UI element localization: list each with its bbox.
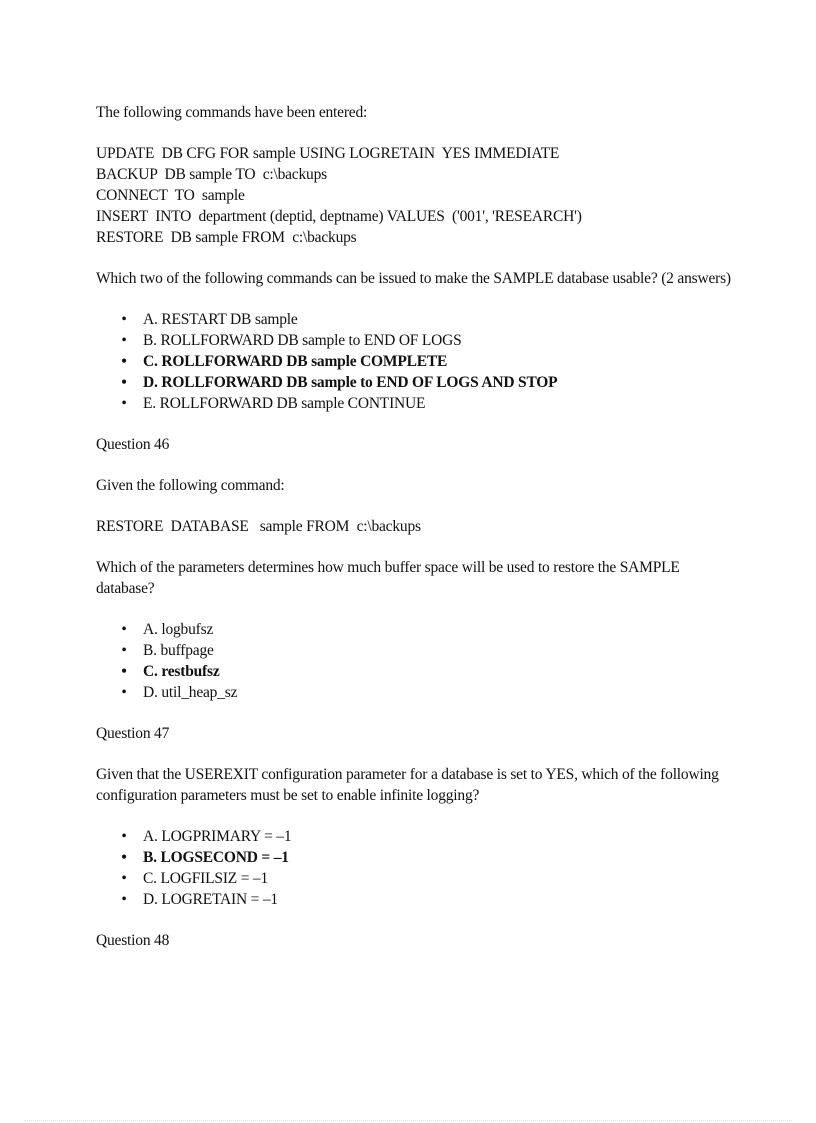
answer-option (118, 682, 736, 703)
question-text: Which of the parameters determines how much buffer space will be used to restore the SAMPLE database? (96, 559, 680, 597)
option-text: C. restbufsz (143, 663, 220, 680)
commands-intro: The following commands have been entered: (96, 104, 368, 121)
bullet-icon: • (121, 621, 127, 638)
command-line: CONNECT TO sample (96, 187, 245, 204)
option-text: B. ROLLFORWARD DB sample to END OF LOGS (143, 332, 462, 349)
bullet-icon: • (121, 870, 127, 887)
answer-option (118, 868, 736, 889)
bullet-icon: • (121, 663, 127, 680)
command-list (96, 516, 736, 537)
answer-options (96, 309, 736, 414)
document-content (96, 102, 736, 971)
option-text: D. ROLLFORWARD DB sample to END OF LOGS AND STOP (143, 374, 558, 391)
command-line: RESTORE DB sample FROM c:\backups (96, 229, 357, 246)
bullet-icon: • (121, 849, 127, 866)
question-heading: Question 46 (96, 436, 170, 453)
option-text: B. buffpage (143, 642, 214, 659)
bullet-icon: • (121, 311, 127, 328)
option-text: C. ROLLFORWARD DB sample COMPLETE (143, 353, 448, 370)
command-line: RESTORE DATABASE sample FROM c:\backups (96, 518, 421, 535)
answer-option (118, 309, 736, 330)
question-heading: Question 47 (96, 725, 170, 742)
answer-option (118, 619, 736, 640)
option-text: D. LOGRETAIN = –1 (143, 891, 278, 908)
answer-option (118, 826, 736, 847)
command-line: UPDATE DB CFG FOR sample USING LOGRETAIN YES IMMEDIATE (96, 145, 560, 162)
answer-option (118, 661, 736, 682)
answer-option (118, 330, 736, 351)
option-text: C. LOGFILSIZ = –1 (143, 870, 269, 887)
option-text: E. ROLLFORWARD DB sample CONTINUE (143, 395, 426, 412)
answer-options (96, 826, 736, 910)
command-list (96, 143, 736, 248)
option-text: A. LOGPRIMARY = –1 (143, 828, 292, 845)
bullet-icon: • (121, 642, 127, 659)
bullet-icon: • (121, 374, 127, 391)
bullet-icon: • (121, 353, 127, 370)
bullet-icon: • (121, 684, 127, 701)
question-heading: Question 48 (96, 932, 170, 949)
command-line: BACKUP DB sample TO c:\backups (96, 166, 327, 183)
answer-option (118, 372, 736, 393)
option-text: B. LOGSECOND = –1 (143, 849, 289, 866)
bullet-icon: • (121, 332, 127, 349)
option-text: A. logbufsz (143, 621, 214, 638)
answer-option (118, 351, 736, 372)
answer-option (118, 640, 736, 661)
bullet-icon: • (121, 891, 127, 908)
option-text: A. RESTART DB sample (143, 311, 298, 328)
answer-option (118, 393, 736, 414)
answer-options (96, 619, 736, 703)
question-text: Given that the USEREXIT configuration parameter for a database is set to YES, which of the following configuration parameters must be set to enable infinite logging? (96, 766, 719, 804)
option-text: D. util_heap_sz (143, 684, 238, 701)
question-text: Which two of the following commands can be issued to make the SAMPLE database usable? (2 answers) (96, 270, 731, 287)
answer-option (118, 889, 736, 910)
bullet-icon: • (121, 395, 127, 412)
command-line: INSERT INTO department (deptid, deptname) VALUES ('001', 'RESEARCH') (96, 208, 582, 225)
answer-option (118, 847, 736, 868)
bullet-icon: • (121, 828, 127, 845)
command-intro: Given the following command: (96, 477, 285, 494)
page-bottom-edge (24, 1120, 792, 1121)
